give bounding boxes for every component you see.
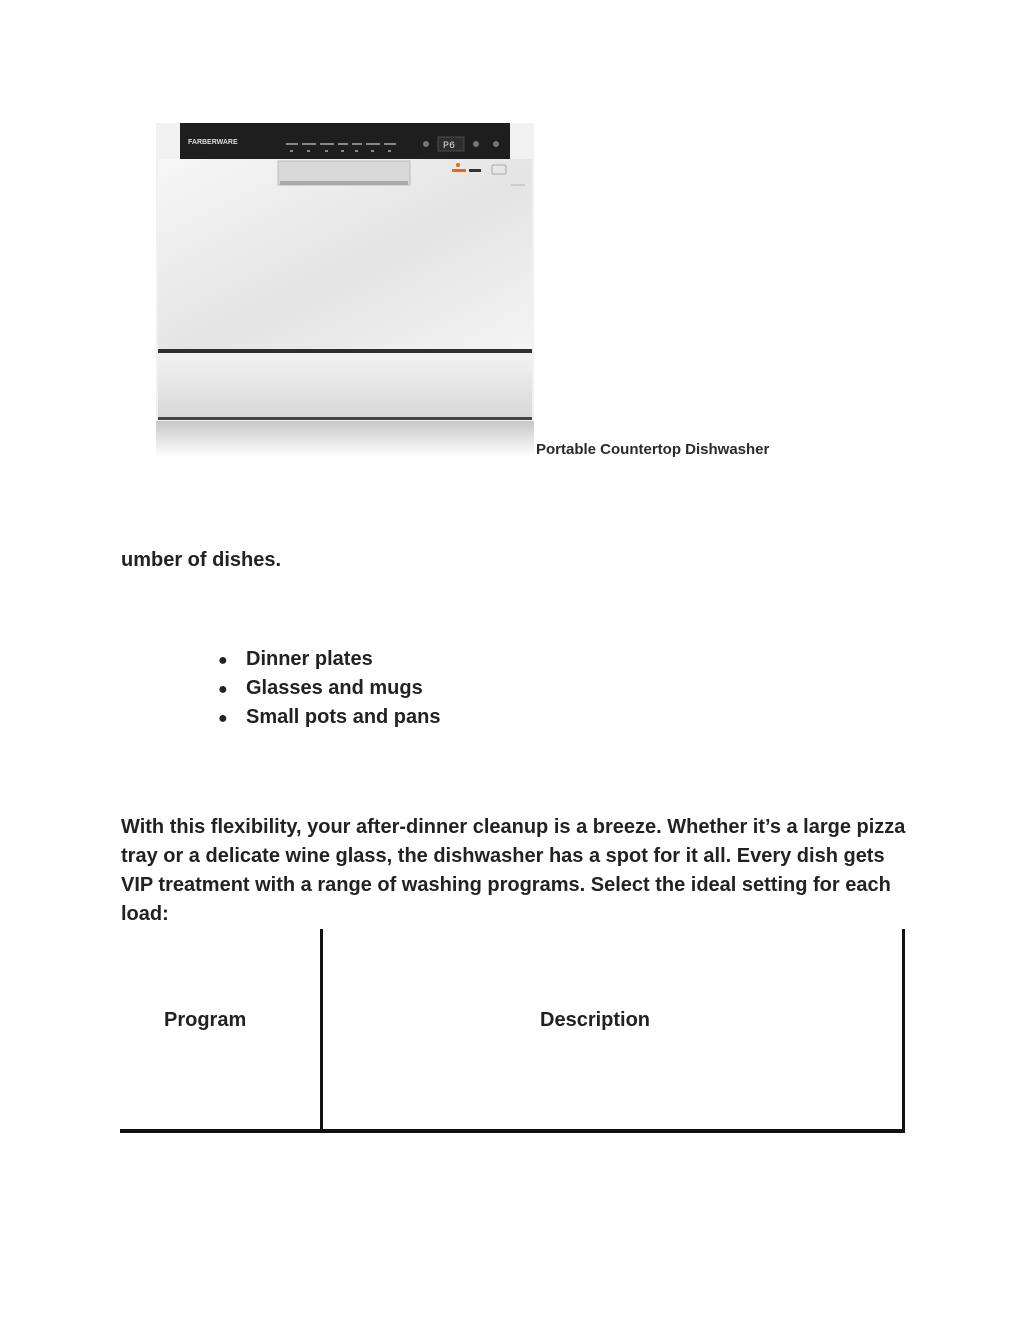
column-header-description: Description <box>540 1009 651 1031</box>
table-bottom-border <box>120 1129 905 1133</box>
programs-table <box>120 929 905 1133</box>
list-item-label: Dinner plates <box>246 648 373 670</box>
list-item-label: Glasses and mugs <box>246 677 423 699</box>
image-caption: Portable Countertop Dishwasher <box>536 441 770 458</box>
list-item <box>218 645 440 674</box>
bullet-icon: ● <box>218 652 228 669</box>
bullet-icon: ● <box>218 681 228 698</box>
list-item-label: Small pots and pans <box>246 706 441 728</box>
display-readout: P6 <box>443 141 456 152</box>
body-paragraph: With this flexibility, your after-dinner cleanup is a breeze. Whether it’s a large pizza tray or a delicate wine glass, the dishwasher has a spot for it all. Every dish gets VIP treatment with a range of washing programs. Select the ideal setting for each load: <box>121 816 906 925</box>
column-divider <box>320 929 323 1133</box>
list-item <box>218 674 440 703</box>
bullet-list <box>218 645 440 732</box>
brand-logo: FARBERWARE <box>188 139 238 146</box>
text-fragment: umber of dishes. <box>121 549 282 571</box>
bullet-icon: ● <box>218 710 228 727</box>
list-item <box>218 703 440 732</box>
dishwasher-product-image <box>156 123 534 457</box>
table-right-border <box>902 929 905 1133</box>
column-header-program: Program <box>164 1009 247 1031</box>
